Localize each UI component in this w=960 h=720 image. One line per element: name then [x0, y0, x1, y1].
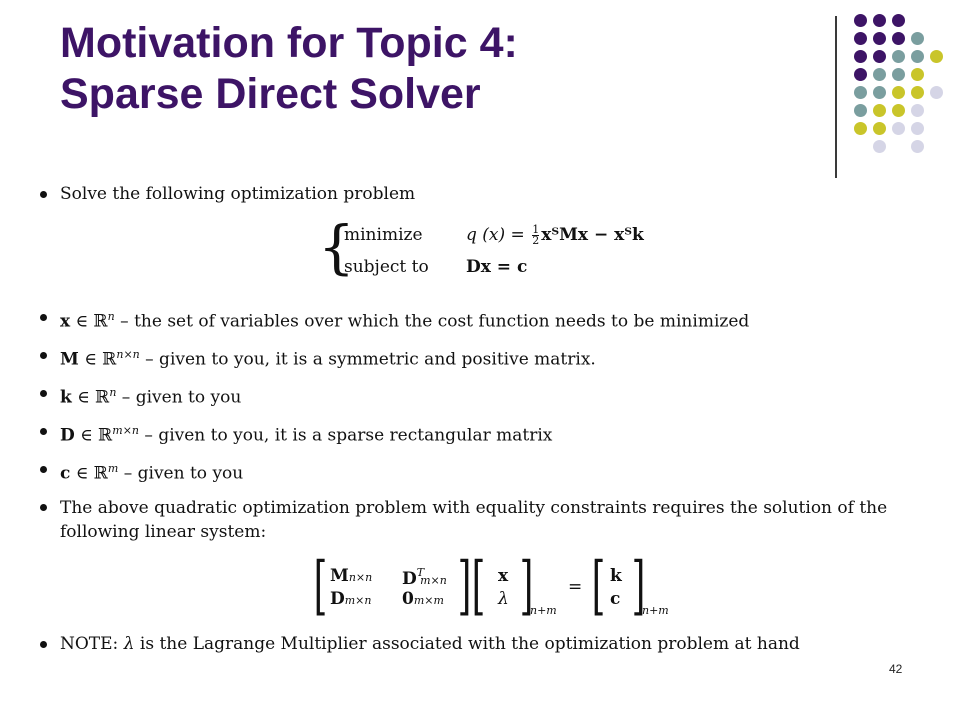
right-bracket: ]: [631, 549, 646, 623]
minimize-label: minimize: [344, 225, 423, 245]
fraction-numerator: 1: [532, 223, 540, 236]
note-prefix: NOTE:: [60, 634, 124, 654]
decorative-dot: [892, 86, 905, 99]
bullet-text: – given to you, it is a sparse rectangular matrix: [139, 425, 553, 446]
bullet-text: – given to you, it is a symmetric and positive matrix.: [139, 349, 596, 370]
page-number: 42: [889, 662, 903, 676]
decorative-dot: [873, 50, 886, 63]
decorative-dot: [873, 68, 886, 81]
decorative-dot: [930, 50, 943, 63]
objective-row: [344, 225, 644, 246]
vector-c: c: [610, 589, 621, 609]
decorative-dot: [854, 14, 867, 27]
decorative-dot: [854, 122, 867, 135]
block-m12-sub: m×n: [420, 574, 447, 587]
constraint-row: [344, 257, 527, 277]
decorative-dot: [892, 68, 905, 81]
constraint-expr: Dx = c: [466, 257, 528, 277]
block-m22-sub: m×m: [413, 594, 444, 607]
bullet-text: – the set of variables over which the cost function needs to be minimized: [114, 311, 750, 332]
bullet-dot: [40, 428, 47, 435]
set-dimension: n: [107, 310, 115, 323]
vector-size: n+m: [530, 604, 557, 617]
left-bracket: [: [471, 549, 486, 623]
set-relation: ∈ ℝ: [74, 425, 113, 446]
block-m21: D: [330, 589, 345, 609]
decorative-dot: [930, 86, 943, 99]
decorative-dot: [873, 122, 886, 135]
decorative-dot: [892, 50, 905, 63]
set-relation: ∈ ℝ: [70, 311, 108, 332]
symbol: c: [60, 463, 71, 484]
bullet-dot: [40, 390, 47, 397]
decorative-divider: [835, 16, 837, 178]
fraction-denominator: 2: [532, 234, 540, 247]
symbol: D: [60, 425, 75, 446]
optimization-problem: [318, 213, 678, 281]
lambda-symbol: λ: [123, 634, 135, 654]
decorative-dot: [873, 32, 886, 45]
block-m11: M: [330, 566, 349, 586]
bullet-text: Solve the following optimization problem: [60, 184, 416, 204]
objective-rhs: xᵀMx − xᵀk: [541, 225, 644, 245]
right-bracket: ]: [457, 549, 472, 623]
decorative-dot: [873, 140, 886, 153]
decorative-dot: [911, 86, 924, 99]
decorative-dot: [854, 32, 867, 45]
bullet-dot: [40, 466, 47, 473]
symbol: M: [60, 349, 79, 370]
decorative-dot: [911, 104, 924, 117]
decorative-dot: [854, 104, 867, 117]
left-brace: {: [318, 213, 355, 281]
decorative-dot: [911, 68, 924, 81]
bullet-dot: [40, 314, 47, 321]
set-relation: ∈ ℝ: [70, 463, 108, 484]
set-dimension: m×n: [112, 424, 140, 437]
block-m21-sub: m×n: [344, 594, 372, 607]
vector-lambda: λ: [498, 589, 509, 609]
symbol: x: [60, 311, 71, 332]
decorative-dot: [911, 32, 924, 45]
symbol: k: [60, 387, 72, 408]
decorative-dot: [854, 86, 867, 99]
set-dimension: n: [109, 386, 117, 399]
bullet-text: The above quadratic optimization problem with equality constraints requires the solution of the following linear system:: [60, 498, 888, 542]
decorative-dot: [873, 86, 886, 99]
block-m12-sup: T: [416, 566, 425, 579]
decorative-dot: [892, 14, 905, 27]
slide-title: [60, 18, 780, 120]
vector-k: k: [610, 566, 622, 586]
bullet-text: – given to you: [118, 463, 244, 484]
slide-title-line2: Sparse Direct Solver: [60, 70, 481, 118]
left-bracket: [: [591, 549, 606, 623]
decorative-dot: [854, 68, 867, 81]
rhs-size: n+m: [642, 604, 669, 617]
subject-to-label: subject to: [344, 257, 429, 277]
vector-x: x: [498, 566, 509, 586]
bullet-text: – given to you: [116, 387, 242, 408]
bullet-dot: [40, 191, 47, 198]
set-dimension: m: [107, 462, 119, 475]
decorative-dot: [854, 50, 867, 63]
decorative-dot-grid: [854, 14, 954, 154]
decorative-dot: [873, 104, 886, 117]
fraction: [532, 225, 539, 246]
set-relation: ∈ ℝ: [78, 349, 117, 370]
set-dimension: n×n: [116, 348, 140, 361]
bullet-dot: [40, 504, 47, 511]
block-m12: D: [402, 569, 417, 589]
decorative-dot: [892, 32, 905, 45]
block-m11-sub: n×n: [348, 571, 373, 584]
decorative-dot: [911, 122, 924, 135]
bullet-dot: [40, 641, 47, 648]
decorative-dot: [873, 14, 886, 27]
objective-lhs: q (x) =: [466, 225, 531, 245]
set-relation: ∈ ℝ: [71, 387, 110, 408]
slide-title-line1: Motivation for Topic 4:: [60, 19, 518, 67]
bullet-text: is the Lagrange Multiplier associated with the optimization problem at hand: [134, 634, 800, 654]
linear-system: [313, 549, 698, 623]
decorative-dot: [892, 104, 905, 117]
decorative-dot: [892, 122, 905, 135]
equals-sign: =: [568, 577, 583, 597]
decorative-dot: [911, 140, 924, 153]
left-bracket: [: [313, 549, 328, 623]
decorative-dot: [911, 50, 924, 63]
right-bracket: ]: [519, 549, 534, 623]
block-m22: 0: [402, 589, 414, 609]
bullet-dot: [40, 352, 47, 359]
